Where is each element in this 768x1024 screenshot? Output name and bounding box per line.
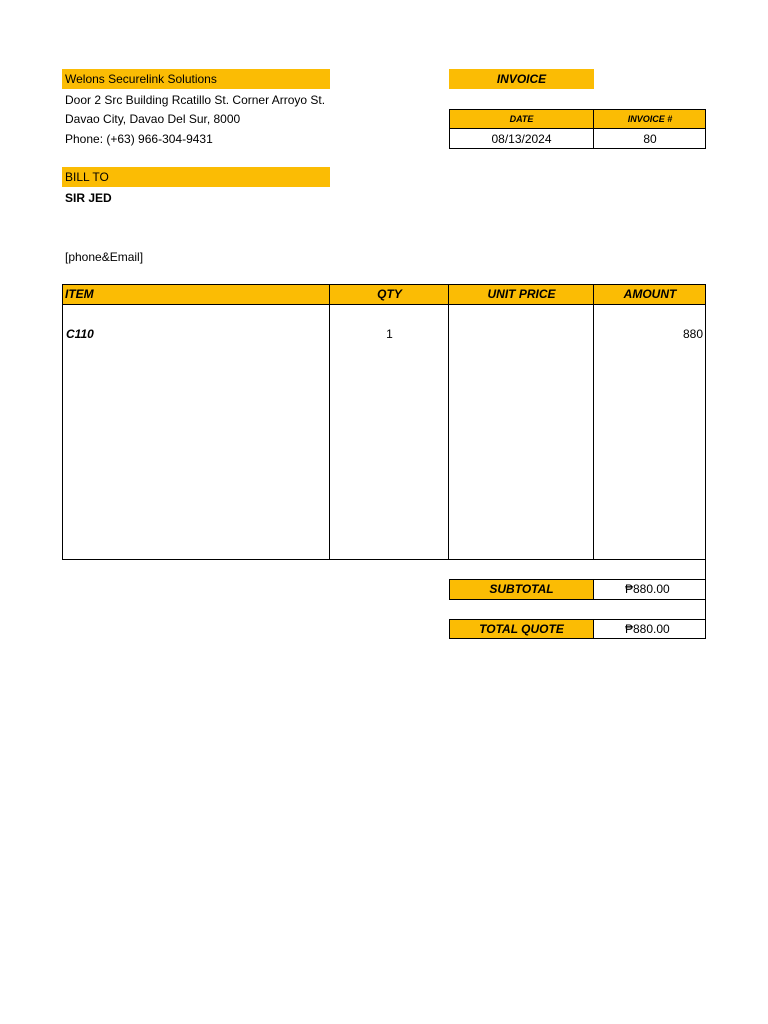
invoice-meta-table (449, 109, 706, 149)
items-table-header-divider (62, 304, 706, 305)
items-table-column-divider-2 (448, 284, 449, 560)
company-phone: Phone: (+63) 966-304-9431 (65, 132, 213, 146)
total-quote-border (449, 619, 706, 639)
invoice-meta-border (449, 109, 706, 149)
column-header-amount: AMOUNT (623, 287, 677, 301)
items-table-column-divider-3 (593, 284, 594, 560)
items-table (62, 284, 706, 560)
invoice-meta-divider (449, 128, 706, 129)
invoice-number-value: 80 (643, 132, 657, 146)
company-address-line2: Davao City, Davao Del Sur, 8000 (65, 112, 241, 126)
subtotal-border (449, 579, 706, 600)
bill-to-label: BILL TO (62, 167, 330, 187)
row-qty: 1 (386, 327, 393, 341)
total-quote-divider (593, 619, 594, 639)
column-header-item: ITEM (62, 284, 330, 305)
invoice-title: INVOICE (449, 69, 594, 89)
total-quote-value: ₱880.00 (625, 622, 670, 636)
subtotal-row (449, 579, 706, 600)
invoice-date-value: 08/13/2024 (491, 132, 552, 146)
totals-edge-rule-2 (705, 600, 706, 619)
total-quote-label: TOTAL QUOTE (449, 619, 594, 639)
bill-to-contact: [phone&Email] (65, 250, 144, 264)
invoice-meta-column-divider (593, 109, 594, 149)
subtotal-value: ₱880.00 (625, 582, 670, 596)
row-item: C110 (66, 327, 94, 341)
company-name: Welons Securelink Solutions (62, 69, 330, 89)
company-address-line1: Door 2 Src Building Rcatillo St. Corner Arroyo St. (65, 93, 326, 107)
row-amount: 880 (682, 327, 703, 341)
column-header-qty: QTY (377, 287, 402, 301)
subtotal-divider (593, 579, 594, 600)
items-table-border (62, 284, 706, 560)
subtotal-label: SUBTOTAL (449, 579, 594, 600)
total-quote-row (449, 619, 706, 639)
totals-edge-rule (705, 560, 706, 580)
column-header-unit-price: UNIT PRICE (487, 287, 556, 301)
date-label: DATE (449, 109, 594, 129)
items-table-column-divider-1 (329, 284, 330, 560)
invoice-number-label: INVOICE # (627, 114, 673, 124)
bill-to-name: SIR JED (65, 191, 112, 205)
